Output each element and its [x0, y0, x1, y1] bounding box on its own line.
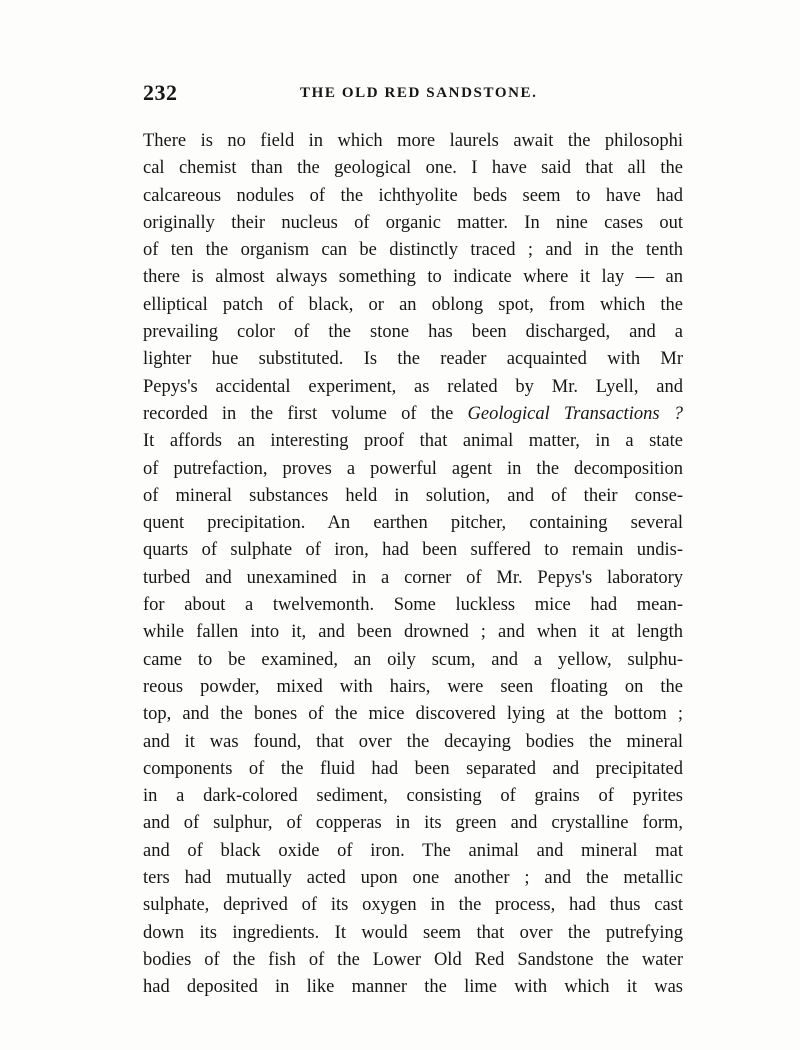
- text-line: prevailing color of the stone has been discharged, and a: [143, 322, 683, 343]
- text-line: top, and the bones of the mice discovered lying at the bottom ;: [143, 704, 683, 725]
- italic-title: Geological Transactions ?: [467, 403, 683, 424]
- text-line: for about a twelvemonth. Some luckless mice had mean-: [143, 595, 683, 616]
- text-line: lighter hue substituted. Is the reader acquainted with Mr: [143, 349, 683, 370]
- text-line: ters had mutually acted upon one another ; and the metallic: [143, 868, 683, 889]
- text-line: there is almost always something to indicate where it lay — an: [143, 267, 683, 288]
- text-line: reous powder, mixed with hairs, were seen floating on the: [143, 676, 683, 697]
- text-line: down its ingredients. It would seem that over the putrefying: [143, 922, 683, 943]
- page-number: 232: [143, 80, 178, 105]
- text-line: while fallen into it, and been drowned ; and when it at length: [143, 622, 683, 643]
- text-line: and of black oxide of iron. The animal and mineral mat: [143, 840, 683, 861]
- text-line: in a dark-colored sediment, consisting of grains of pyrites: [143, 786, 683, 807]
- text-line: There is no field in which more laurels await the philosophi: [143, 131, 683, 151]
- text-line: calcareous nodules of the ichthyolite beds seem to have had: [143, 185, 683, 206]
- text-line: of putrefaction, proves a powerful agent in the decomposition: [143, 458, 683, 479]
- page-header: [143, 80, 683, 110]
- text-line-with-title: [143, 401, 683, 428]
- text-line: quent precipitation. An earthen pitcher, containing several: [143, 513, 683, 534]
- text-line: of ten the organism can be distinctly traced ; and in the tenth: [143, 240, 683, 261]
- text-line: It affords an interesting proof that animal matter, in a state: [143, 431, 683, 452]
- text-line: sulphate, deprived of its oxygen in the process, had thus cast: [143, 895, 683, 916]
- text-line: components of the fluid had been separated and precipitated: [143, 758, 683, 779]
- text-line: originally their nucleus of organic matter. In nine cases out: [143, 212, 683, 233]
- text-line: Pepys's accidental experiment, as related by Mr. Lyell, and: [143, 376, 683, 397]
- text-line: and of sulphur, of copperas in its green and crystalline form,: [143, 813, 683, 834]
- text-line: came to be examined, an oily scum, and a yellow, sulphu-: [143, 649, 683, 670]
- text-line: cal chemist than the geological one. I have said that all the: [143, 158, 683, 179]
- text-line: bodies of the fish of the Lower Old Red Sandstone the water: [143, 949, 683, 970]
- text-line: of mineral substances held in solution, and of their conse-: [143, 485, 683, 506]
- text-segment: recorded in the first volume of the: [143, 403, 454, 424]
- running-head: THE OLD RED SANDSTONE.: [300, 85, 538, 101]
- text-line: had deposited in like manner the lime with which it was: [143, 977, 683, 998]
- text-line: quarts of sulphate of iron, had been suffered to remain undis-: [143, 540, 683, 561]
- text-line: and it was found, that over the decaying bodies the mineral: [143, 731, 683, 752]
- body-text: [143, 128, 683, 1002]
- text-line: elliptical patch of black, or an oblong spot, from which the: [143, 294, 683, 315]
- text-line: turbed and unexamined in a corner of Mr. Pepys's laboratory: [143, 567, 683, 588]
